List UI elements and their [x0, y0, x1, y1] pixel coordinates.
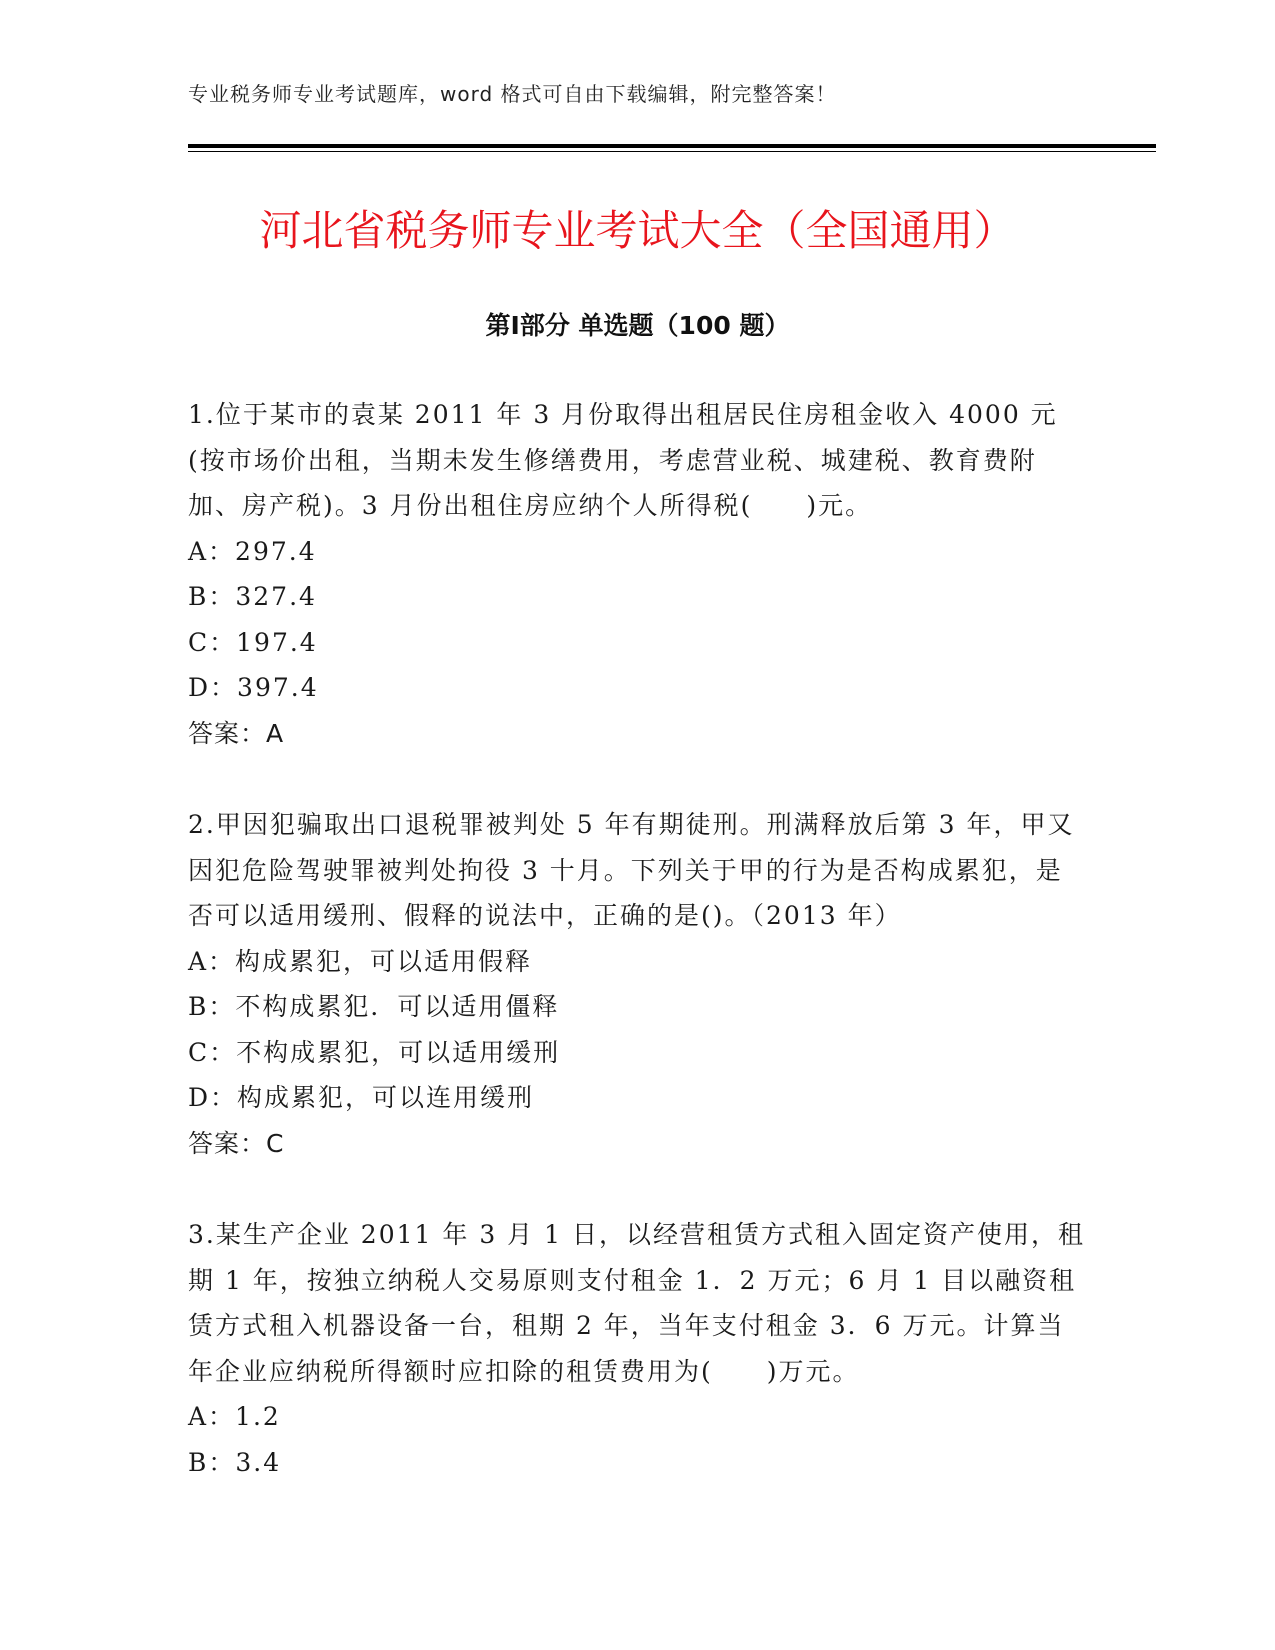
question-stem: 1.位于某市的袁某 2011 年 3 月份取得出租居民住房租金收入 4000 元(按市场价出租，当期未发生修缮费用，考虑营业税、城建税、教育费附加、房产税)。3 月份出租住房应纳个人所得税( )元。 [188, 400, 1058, 520]
option-a: A：1.2 [188, 1402, 281, 1431]
header-rule-thin [188, 151, 1156, 152]
question-stem: 2.甲因犯骗取出口退税罪被判处 5 年有期徒刑。刑满释放后第 3 年，甲又因犯危险驾驶罪被判处拘役 3 十月。下列关于甲的行为是否构成累犯，是否可以适用缓刑、假释的说法中，正确的是()。（2013 年） [188, 810, 1075, 930]
option-a: A：构成累犯，可以适用假释 [188, 946, 533, 976]
option-c: C：不构成累犯，可以适用缓刑 [188, 1037, 561, 1067]
document-title: 河北省税务师专业考试大全（全国通用） [259, 206, 1016, 255]
question-2 [188, 802, 1088, 1166]
answer-line: 答案：A [188, 718, 285, 748]
question-3 [188, 1212, 1088, 1485]
option-b: B：不构成累犯．可以适用僵释 [188, 992, 560, 1021]
option-a: A：297.4 [188, 536, 317, 566]
option-d: D：构成累犯，可以连用缓刑 [188, 1083, 535, 1112]
question-list [188, 392, 1088, 1531]
header-note: 专业税务师专业考试题库，word 格式可自由下载编辑，附完整答案！ [188, 82, 837, 106]
question-1 [188, 392, 1088, 756]
option-b: B：3.4 [188, 1447, 282, 1477]
option-d: D：397.4 [188, 673, 319, 702]
section-title: 第Ⅰ部分 单选题（100 题） [485, 311, 790, 340]
option-c: C：197.4 [188, 627, 318, 657]
header-rule-thick [188, 144, 1156, 148]
option-b: B：327.4 [188, 582, 317, 611]
answer-line: 答案：C [188, 1128, 285, 1158]
question-stem: 3.某生产企业 2011 年 3 月 1 日，以经营租赁方式租入固定资产使用，租期 1 年，按独立纳税人交易原则支付租金 1．2 万元；6 月 1 目以融资租赁方式租入机器设备一台，租期 2 年，当年支付租金 3．6 万元。计算当年企业应纳税所得额时应扣除的租赁费用为( )万元。 [188, 1220, 1085, 1386]
